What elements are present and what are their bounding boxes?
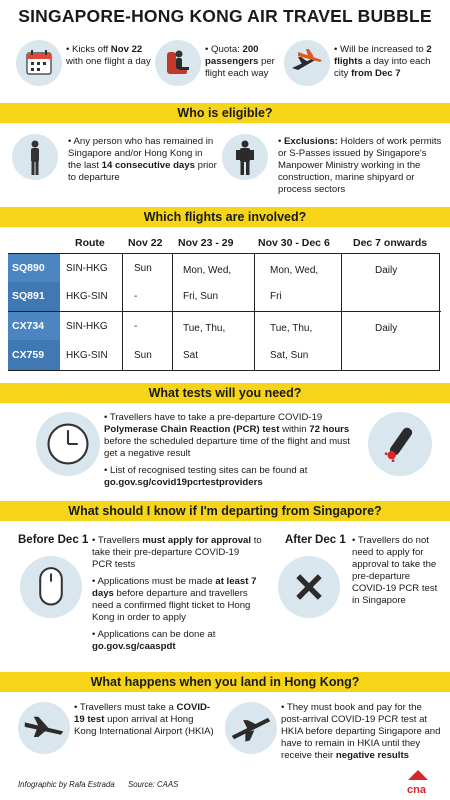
- col-nov22: Nov 22: [128, 237, 163, 249]
- testing-sites-link: go.gov.sg/covid19pcrtestproviders: [104, 477, 263, 488]
- flights-heading: Which flights are involved?: [0, 207, 450, 227]
- route-cell: SIN-HKG: [66, 263, 108, 274]
- table-divider: [172, 253, 173, 371]
- increase-text: • Will be increased to 2 flights a day into each city from Dec 7: [334, 44, 442, 80]
- table-divider: [254, 253, 255, 371]
- col-dec7: Dec 7 onwards: [353, 237, 428, 249]
- nov30-cell: Fri: [270, 291, 282, 302]
- plane-landing-icon: [18, 702, 70, 754]
- landing-heading: What happens when you land in Hong Kong?: [0, 672, 450, 692]
- tests-heading: What tests will you need?: [0, 383, 450, 403]
- cna-logo-text: cna: [407, 784, 426, 796]
- route-cell: HKG-SIN: [66, 350, 108, 361]
- before-dec1-title: Before Dec 1: [18, 534, 89, 546]
- worker-icon: [222, 134, 268, 180]
- nov22-cell: -: [134, 291, 138, 302]
- nov30-cell: Mon, Wed,: [270, 265, 319, 276]
- mouse-icon: [20, 556, 82, 618]
- calendar-icon: [16, 40, 62, 86]
- dec7-cell: Daily: [375, 265, 398, 276]
- cna-logo: [404, 766, 444, 796]
- caas-link: go.gov.sg/caaspdt: [92, 641, 176, 652]
- route-cell: HKG-SIN: [66, 291, 108, 302]
- route-cell: SIN-HKG: [66, 321, 108, 332]
- eligible-heading: Who is eligible?: [0, 103, 450, 123]
- nov23-cell: Tue, Thu,: [183, 323, 226, 334]
- landing-left-text: • Travellers must take a COVID-19 test upon arrival at Hong Kong International Airport (HKIA): [74, 702, 214, 738]
- nov22-cell: Sun: [134, 350, 152, 361]
- nov23-cell: Sat: [183, 350, 199, 361]
- plane-takeoff-icon: [225, 702, 277, 754]
- credit-text: Infographic by Rafa Estrada: [18, 780, 115, 789]
- flight-code: CX734: [8, 312, 60, 341]
- departing-heading: What should I know if I'm departing from Singapore?: [0, 501, 450, 521]
- flight-code: SQ890: [8, 254, 60, 283]
- nov22-cell: Sun: [134, 263, 152, 274]
- eligible-right-text: • Exclusions: Holders of work permits or S-Passes issued by Singapore's Manpower Ministry working in the construction, marine shipyard or process sectors: [278, 136, 443, 196]
- test-tube-icon: [368, 412, 432, 476]
- col-nov30: Nov 30 - Dec 6: [258, 237, 330, 249]
- before-dec1-text: • Travellers must apply for approval to take their pre-departure COVID-19 PCR tests • Applications must be made at least 7 days before departure and travellers need a confirmed flight ticket to Hong Kong in order to apply • Applications can be done at go.gov.sg/caaspdt: [92, 535, 262, 653]
- col-route: Route: [75, 237, 105, 249]
- planes-icon: [284, 40, 330, 86]
- table-divider: [122, 253, 123, 371]
- dec7-cell: Daily: [375, 323, 398, 334]
- flight-code: CX759: [8, 340, 60, 370]
- flight-code: SQ891: [8, 282, 60, 311]
- nov30-cell: Tue, Thu,: [270, 323, 313, 334]
- tests-text: • Travellers have to take a pre-departure COVID-19 Polymerase Chain Reaction (PCR) test within 72 hours before the scheduled departure time of the flight and must get a negative result • List of recognised testing sites can be found at go.gov.sg/covid19pcrtestproviders: [104, 412, 354, 489]
- kickoff-text: • Kicks off Nov 22 with one flight a day: [66, 44, 156, 68]
- page-title: SINGAPORE-HONG KONG AIR TRAVEL BUBBLE: [18, 6, 432, 26]
- quota-text: • Quota: 200 passengers per flight each way: [205, 44, 285, 80]
- table-divider: [341, 253, 342, 371]
- landing-right-text: • They must book and pay for the post-arrival COVID-19 PCR test at HKIA before departing Singapore and have to remain in HKIA until they receive their negative results: [281, 702, 443, 762]
- seat-passenger-icon: [155, 40, 201, 86]
- table-divider: [8, 311, 441, 312]
- nov30-cell: Sat, Sun: [270, 350, 309, 361]
- nov22-cell: -: [134, 321, 138, 332]
- clock-icon: [36, 412, 100, 476]
- person-icon: [12, 134, 58, 180]
- after-dec1-title: After Dec 1: [285, 534, 346, 546]
- nov23-cell: Fri, Sun: [183, 291, 219, 302]
- col-nov23: Nov 23 - 29: [178, 237, 234, 249]
- eligible-left-text: • Any person who has remained in Singapore and/or Hong Kong in the last 14 consecutive days prior to departure: [68, 136, 218, 184]
- source-text: Source: CAAS: [128, 780, 179, 789]
- nov23-cell: Mon, Wed,: [183, 265, 232, 276]
- cross-icon: [278, 556, 340, 618]
- after-dec1-text: • Travellers do not need to apply for approval to take the pre-departure COVID-19 PCR test in Singapore: [352, 535, 444, 607]
